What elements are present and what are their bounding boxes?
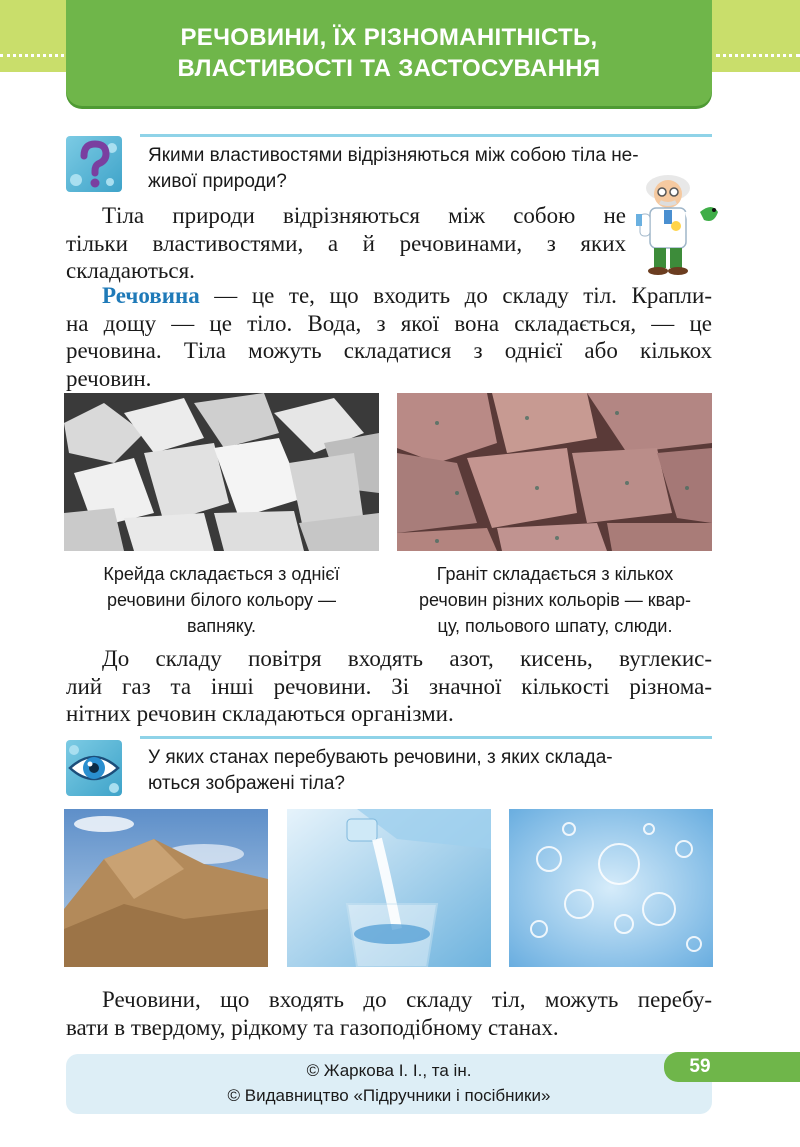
granite-photo — [397, 393, 712, 551]
sand-photo — [64, 809, 268, 967]
header-dots-right — [716, 54, 800, 57]
water-photo — [287, 809, 491, 967]
page-title-line2: ВЛАСТИВОСТІ ТА ЗАСТОСУВАННЯ — [177, 55, 601, 82]
header-band-right — [712, 0, 800, 72]
page-number: 59 — [689, 1056, 711, 1077]
chalk-caption-line3: вапняку. — [186, 616, 257, 636]
header-band-left — [0, 0, 68, 72]
granite-caption-line1: Граніт складається з кількох — [436, 564, 674, 584]
observe-text — [148, 745, 708, 797]
paragraph-2-line1-rest: — це те, що входить до складу тіл. Крапли- — [199, 283, 712, 308]
paragraph-4-line2: вати в твердому, рідкому та газоподібному станах. — [66, 1014, 559, 1040]
copyright-publisher: © Видавництво «Підручники і посібники» — [227, 1086, 551, 1105]
paragraph-4 — [66, 986, 712, 1041]
paragraph-1-line2: тільки властивостями, а й речовинами, з яких — [66, 230, 626, 256]
granite-caption-line3: цу, польового шпату, слюди. — [437, 616, 673, 636]
paragraph-4-line1: Речовини, що входять до складу тіл, можуть перебу- — [102, 987, 712, 1012]
question-line2: живої природи? — [148, 171, 287, 192]
eye-icon — [66, 740, 122, 796]
granite-caption-line2: речовин різних кольорів — квар- — [418, 590, 692, 610]
page-title-line1: РЕЧОВИНИ, ЇХ РІЗНОМАНІТНІСТЬ, — [180, 24, 598, 51]
paragraph-3-line1: До складу повітря входять азот, кисень, вуглекис- — [102, 646, 712, 671]
observe-line2: ються зображені тіла? — [148, 773, 345, 794]
paragraph-2-line4: речовин. — [66, 365, 152, 391]
paragraph-2-line2: на дощу — це тіло. Вода, з якої вона складається, — це — [66, 310, 712, 336]
question-rule — [140, 134, 712, 137]
paragraph-1-line3: складаються. — [66, 258, 195, 283]
chalk-caption — [64, 561, 379, 639]
chalk-caption-line1: Крейда складається з однієї — [103, 564, 340, 584]
paragraph-3-line3: нітних речовин складаються організми. — [66, 701, 454, 726]
copyright-authors: © Жаркова І. І., та ін. — [306, 1061, 472, 1080]
header-dots-left — [0, 54, 64, 57]
paragraph-1-line1: Тіла природи відрізняються між собою не — [102, 203, 626, 228]
granite-caption — [388, 561, 722, 639]
paragraph-2-line3: речовина. Тіла можуть складатися з однієї або кількох — [66, 338, 712, 363]
question-line1: Якими властивостями відрізняються між собою тіла не- — [148, 145, 639, 166]
observe-line1: У яких станах перебувають речовини, з яких склада- — [148, 747, 613, 768]
question-text — [148, 143, 708, 195]
paragraph-3 — [66, 645, 712, 728]
term-rechovyna: Речовина — [102, 283, 200, 308]
paragraph-2-line1 — [66, 282, 712, 310]
paragraph-2 — [66, 282, 712, 392]
professor-illustration — [630, 172, 726, 276]
page-title — [66, 0, 712, 106]
chalk-caption-line2: речовини білого кольору — — [106, 590, 337, 610]
paragraph-1 — [66, 202, 626, 285]
question-icon — [66, 136, 122, 192]
paragraph-3-line2: лий газ та інші речовини. Зі значної кількості різнома- — [66, 673, 712, 699]
observe-rule — [140, 736, 712, 739]
chalk-photo — [64, 393, 379, 551]
bubbles-photo — [509, 809, 713, 967]
